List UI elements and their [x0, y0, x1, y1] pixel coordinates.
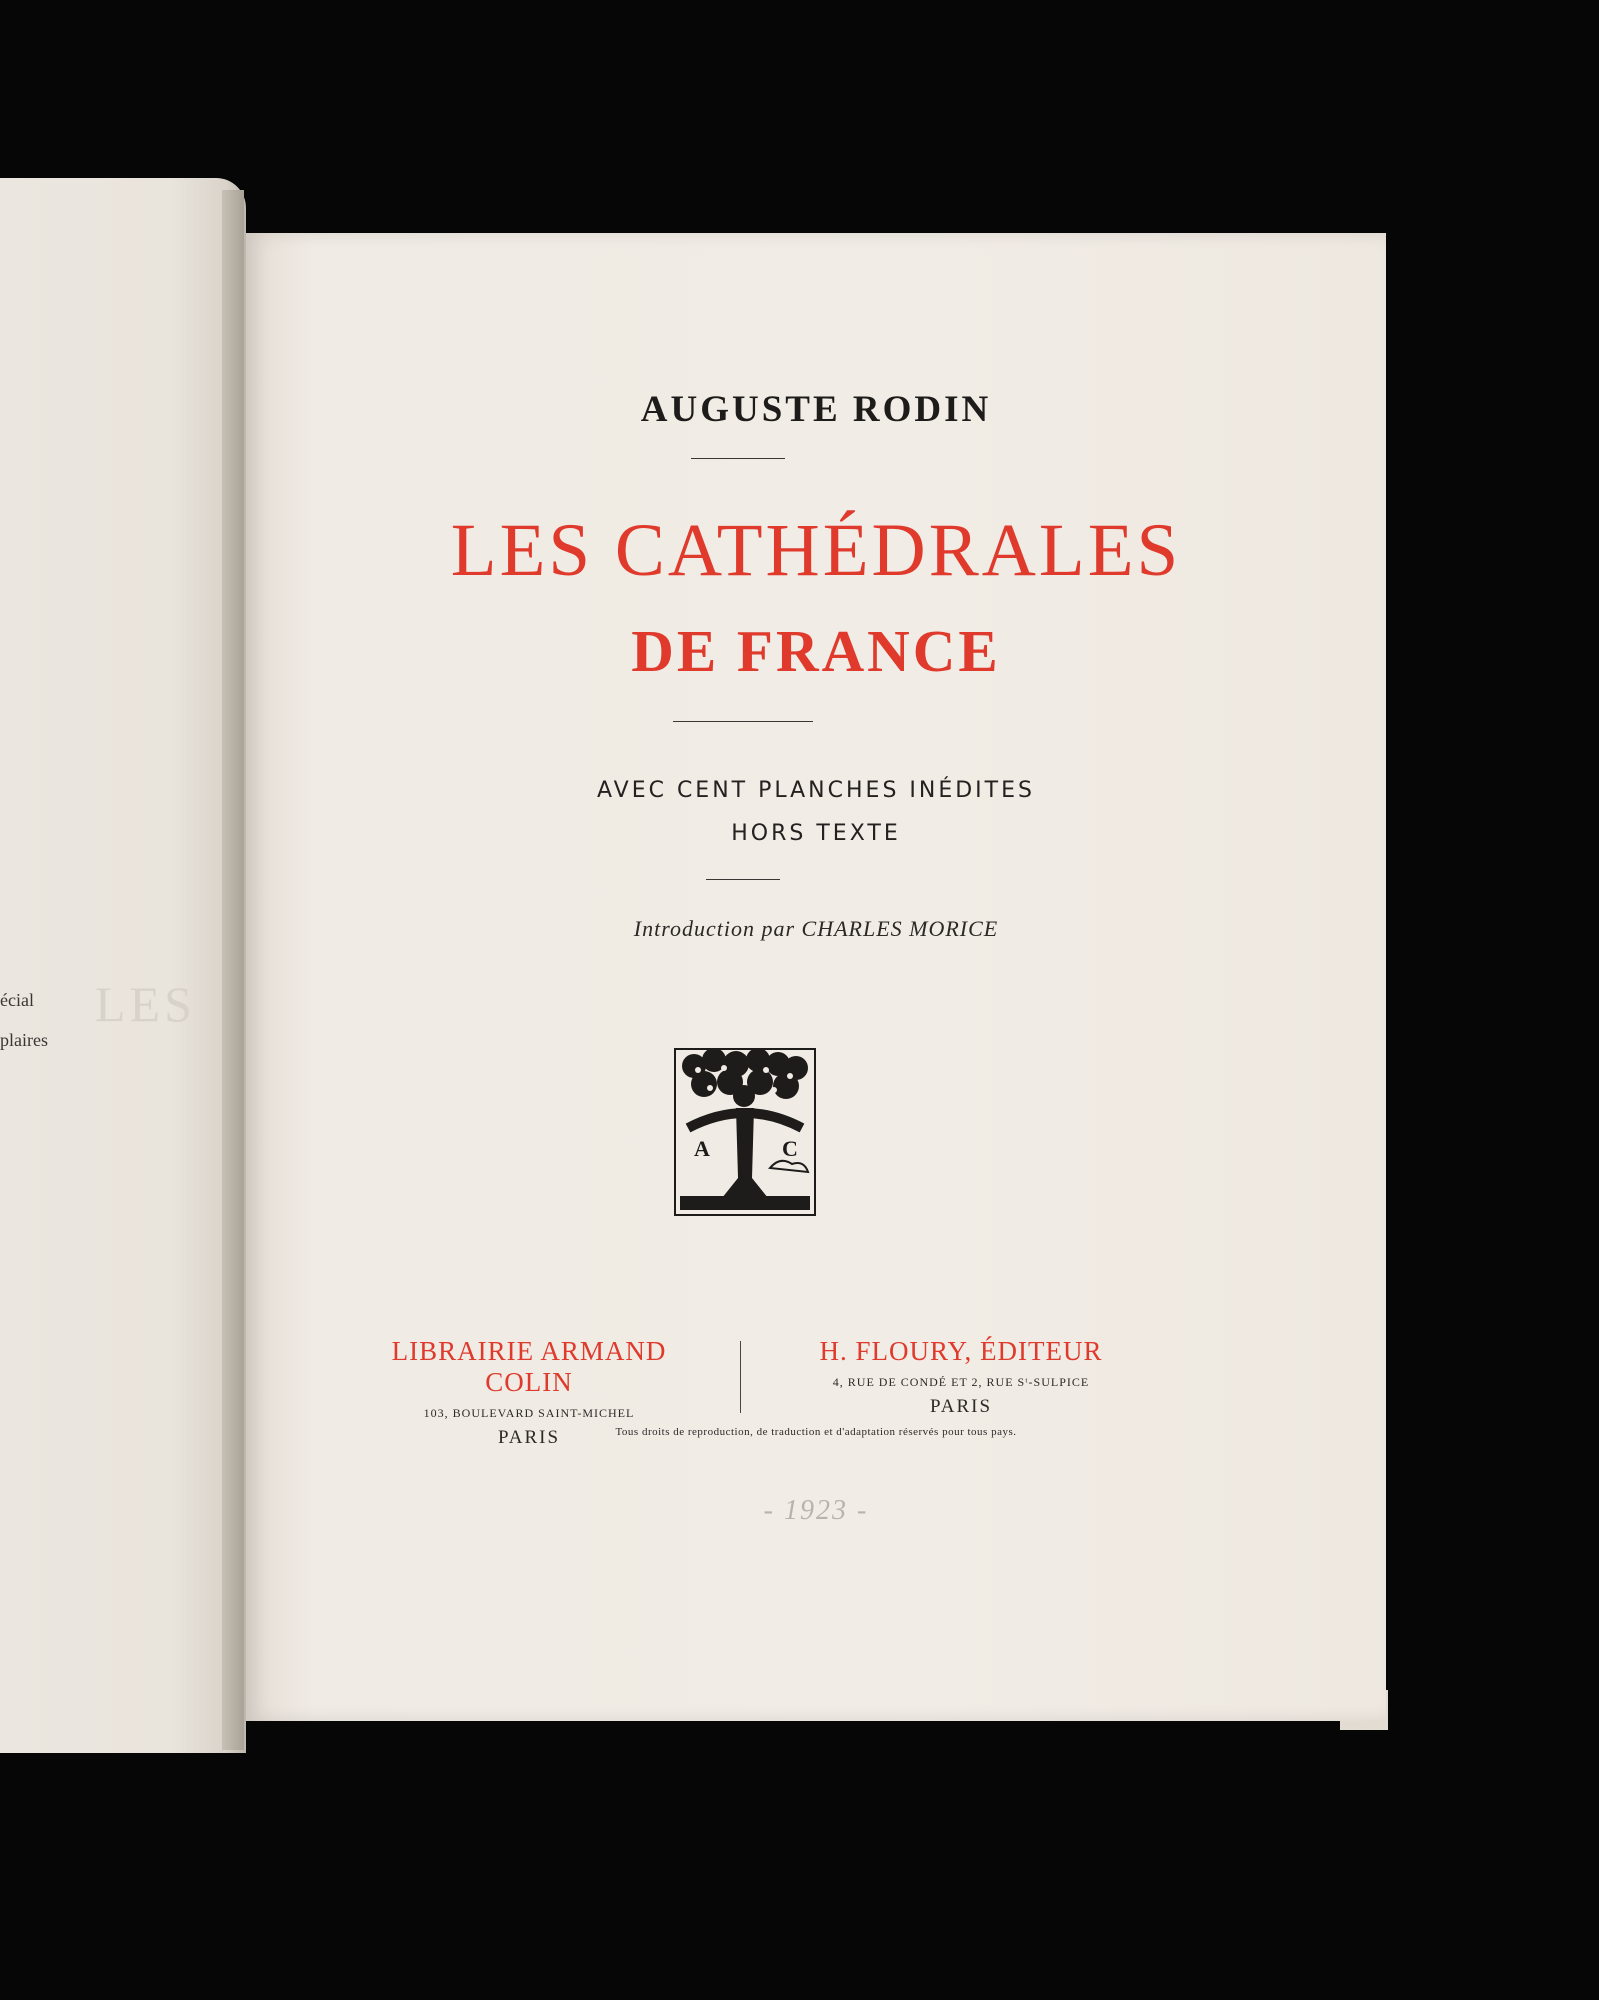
left-page-text-fragment: plaires: [0, 1030, 48, 1050]
publisher-name: H. FLOURY, ÉDITEUR: [819, 1336, 1103, 1366]
publisher-city: PARIS: [929, 1396, 993, 1417]
left-page: [0, 178, 246, 1753]
left-page-text-fragment: écial: [0, 990, 34, 1010]
publisher-divider: [740, 1341, 741, 1413]
publisher-address: 103, BOULEVARD SAINT-MICHEL: [423, 1406, 635, 1420]
introduction-credit: Introduction par CHARLES MORICE: [633, 916, 999, 941]
author-name: AUGUSTE RODIN: [640, 389, 992, 430]
publisher-name: LIBRAIRIE ARMAND COLIN: [391, 1336, 667, 1397]
title-page: [246, 233, 1386, 1721]
svg-text:C: C: [782, 1136, 798, 1161]
left-page-show-through-text: LES: [95, 976, 196, 1032]
left-page-edge: [222, 190, 244, 1750]
handwritten-year: - 1923 -: [763, 1495, 869, 1526]
rights-notice: Tous droits de reproduction, de traduction et d'adaptation réservés pour tous pays.: [615, 1426, 1017, 1438]
subtitle-line-2: HORS TEXTE: [731, 821, 901, 846]
book-title-line-1: LES CATHÉDRALES: [450, 509, 1182, 592]
publisher-block-floury: [781, 1336, 1141, 1418]
book-title-line-2: DE FRANCE: [631, 618, 1001, 684]
publisher-address: 4, RUE DE CONDÉ ET 2, RUE Sᵗ-SULPICE: [832, 1375, 1090, 1389]
tree-emblem-icon: [674, 1048, 816, 1216]
divider-rule: [706, 879, 780, 880]
subtitle-line-1: AVEC CENT PLANCHES INÉDITES: [597, 778, 1035, 803]
svg-text:A: A: [694, 1136, 710, 1161]
divider-rule: [673, 721, 813, 722]
publisher-city: PARIS: [497, 1427, 561, 1448]
divider-rule: [691, 458, 785, 459]
